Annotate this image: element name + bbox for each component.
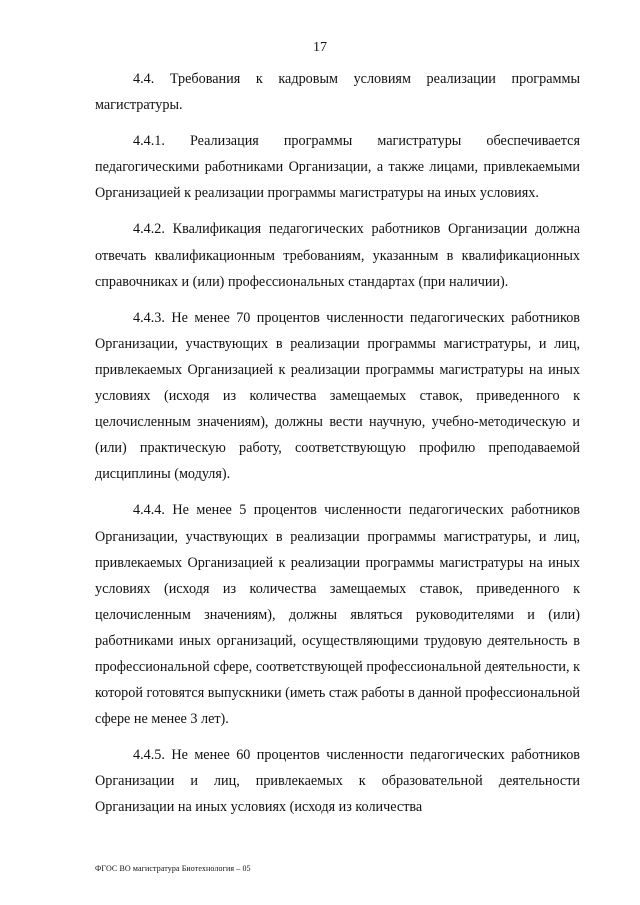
document-body (95, 66, 580, 831)
section-4-4-heading: 4.4. Требования к кадровым условиям реализации программы магистратуры. (95, 71, 580, 114)
page-number: 17 (313, 40, 327, 55)
paragraph-4-4-3: 4.4.3. Не менее 70 процентов численности педагогических работников Организации, участвующих в реализации программы магистратуры, и лиц, привлекаемых Организацией к реализации программы магистратуры на иных условиях (исходя из количества замещаемых ставок, приведенного к целочисленным значениям), должны вести научную, учебно-методическую и (или) практическую работу, соответствующую профилю преподаваемой дисциплины (модуля). (95, 309, 580, 483)
paragraph-4-4-1: 4.4.1. Реализация программы магистратуры обеспечивается педагогическими работниками Организации, а также лицами, привлекаемыми Организацией к реализации программы магистратуры на иных условиях. (95, 133, 580, 202)
paragraph-4-4-4: 4.4.4. Не менее 5 процентов численности педагогических работников Организации, участвующих в реализации программы магистратуры, и лиц, привлекаемых Организацией к реализации программы магистратуры на иных условиях (исходя из количества замещаемых ставок, приведенного к целочисленным значениям), должны являться руководителями и (или) работниками иных организаций, осуществляющими трудовую деятельность в профессиональной сфере, соответствующей профессиональной деятельности, к которой готовятся выпускники (иметь стаж работы в данной профессиональной сфере не менее 3 лет). (95, 502, 580, 728)
paragraph-4-4-5: 4.4.5. Не менее 60 процентов численности педагогических работников Организации и лиц, привлекаемых к образовательной деятельности Организации на иных условиях (исходя из количества (95, 747, 580, 816)
paragraph-4-4-2: 4.4.2. Квалификация педагогических работников Организации должна отвечать квалификационным требованиям, указанным в квалификационных справочниках и (или) профессиональных стандартах (при наличии). (95, 221, 580, 290)
document-footer: ФГОС ВО магистратура Биотехнология – 05 (95, 864, 251, 873)
